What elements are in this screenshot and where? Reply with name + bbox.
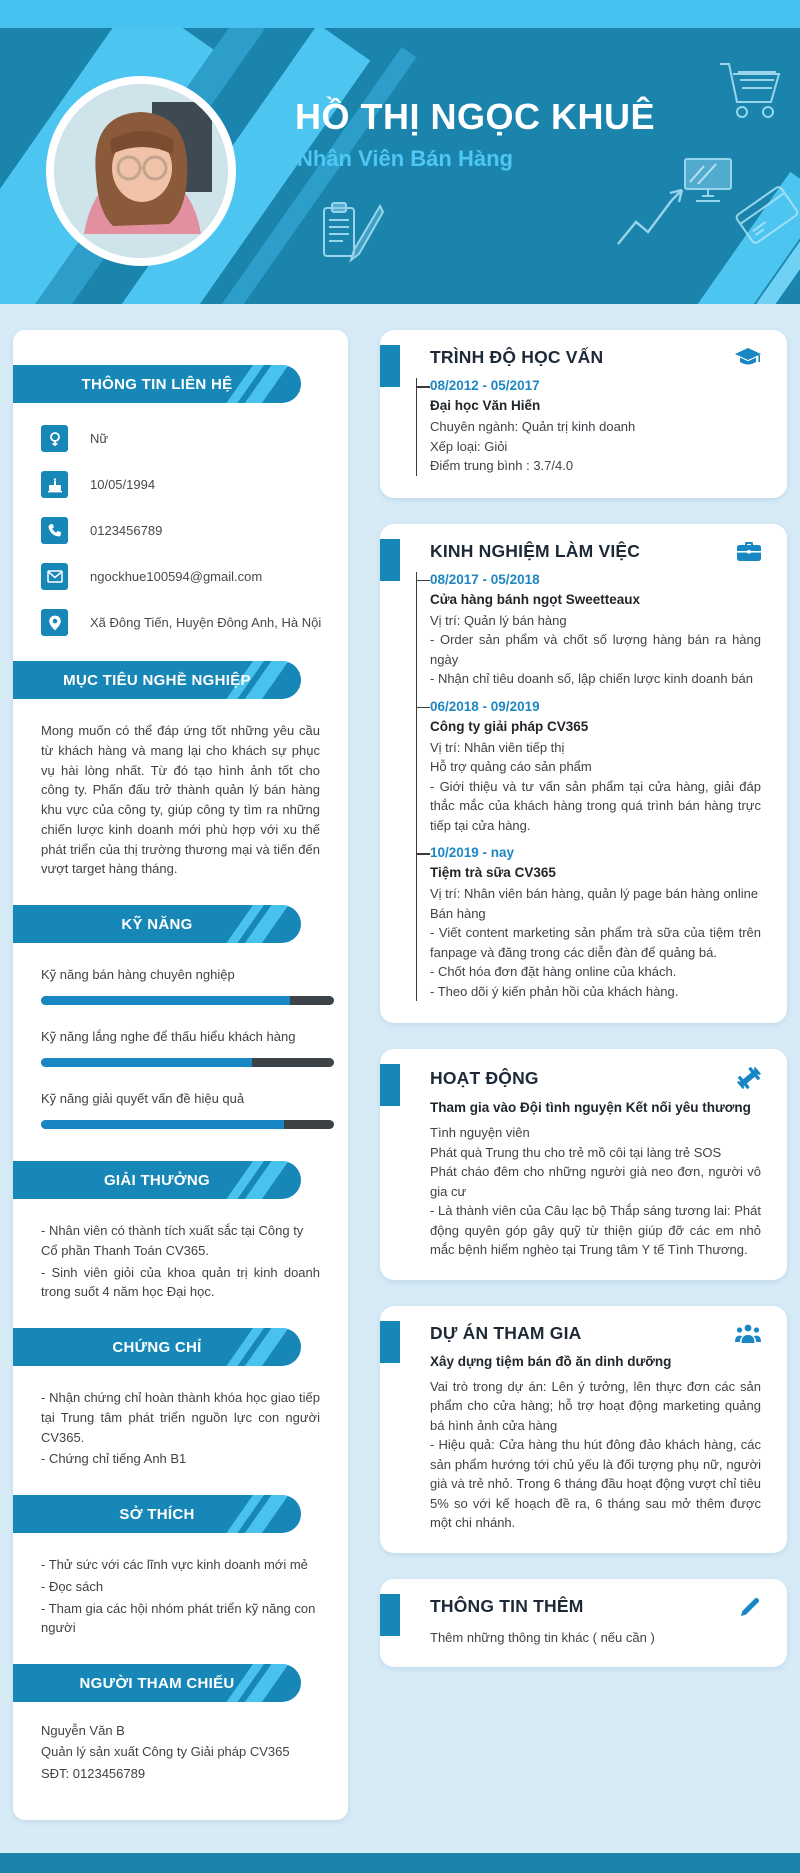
additional-line: Thêm những thông tin khác ( nếu cần ) [430,1629,655,1645]
contact-value: ngockhue100594@gmail.com [90,568,263,584]
activity-heading: Tham gia vào Đội tình nguyện Kết nối yêu thương [430,1100,751,1115]
entry-line: - Order sản phẩm và chốt số lượng hàng bán ra hàng ngày [430,632,761,667]
project-line: - Hiệu quả: Cửa hàng thu hút đông đảo khách hàng, các sản phẩm hướng tới chủ yếu là đối tượng phụ nữ, người già và trẻ nhỏ. Trong 6 tháng đầu hoạt động vượt chỉ tiêu 5% so với kế hoạch đề ra, 6 tháng sau mở thêm được một chi nhánh. [430,1437,761,1530]
experience-entry [430,572,761,689]
entry-line: Vị trí: Nhân viên bán hàng, quản lý page bán hàng online [430,886,759,901]
cart-icon [716,58,784,124]
section-header-certificates [13,1328,301,1366]
contact-row-email [41,563,333,590]
entry-line: - Viết content marketing sản phẩm trà sữa của tiệm trên fanpage và đăng trong các diễn đàn để quảng bá. [430,925,761,960]
skill-bar-fill [41,1058,252,1067]
skill-bar [41,996,334,1005]
entry-line: - Theo dõi ý kiến phản hồi của khách hàng. [430,983,679,999]
candidate-job-title: Nhân Viên Bán Hàng [297,146,513,171]
section-title: NGƯỜI THAM CHIẾU [79,1674,235,1692]
hobby-item: - Đọc sách [41,1578,104,1594]
contact-row-phone [41,517,333,544]
award-item: - Nhân viên có thành tích xuất sắc tại Công ty Cổ phần Thanh Toán CV365. [41,1223,304,1258]
hobby-item: - Thử sức với các lĩnh vực kinh doanh mới mẻ [41,1557,308,1572]
birthday-icon [41,471,68,498]
skill-label: Kỹ năng bán hàng chuyên nghiệp [41,967,235,982]
entry-period: 08/2017 - 05/2018 [430,572,761,587]
header [0,28,800,304]
section-title: THÔNG TIN THÊM [430,1596,584,1616]
entry-line: Vị trí: Quản lý bán hàng [430,612,567,628]
skill-bar [41,1120,334,1129]
phone-icon [41,517,68,544]
section-title: DỰ ÁN THAM GIA [430,1322,582,1343]
section-header-skills [13,905,301,943]
entry-title: Cửa hàng bánh ngọt Sweetteaux [430,591,641,607]
section-title: SỞ THÍCH [119,1505,195,1523]
objective-text: Mong muốn có thể đáp ứng tốt những yêu cầu từ khách hàng và mang lại cho khách sự phục vụ hài lòng nhất. Từ đó tạo hình ảnh tốt cho công ty. Phấn đấu trở thành quản lý bán hàng khu vực của công ty, giúp công ty tìm ra những chiến lược kinh doanh mới phù hợp với xu thế phát triển của thị trường thương mại và tiến đến vượt target hàng tháng. [41,723,320,877]
contact-row-birthday [41,471,333,498]
contact-row-address [41,609,333,636]
entry-title: Đại học Văn Hiến [430,398,541,413]
entry-title: Tiệm trà sữa CV365 [430,865,556,880]
contact-value: Xã Đông Tiến, Huyện Đông Anh, Hà Nội [90,614,322,630]
email-icon [41,563,68,590]
reference-phone: SĐT: 0123456789 [41,1765,146,1781]
chart-arrow-icon [614,188,690,250]
certificate-item: - Nhận chứng chỉ hoàn thành khóa học giao tiếp tại Trung tâm phát triển nguồn lực con người CV365. [41,1390,320,1445]
reference-name: Nguyễn Văn B [41,1723,125,1738]
section-title: KỸ NĂNG [121,915,193,933]
entry-line: - Chốt hóa đơn đặt hàng online của khách. [430,964,677,979]
certificate-item: - Chứng chỉ tiếng Anh B1 [41,1451,187,1467]
skill-bar [41,1058,334,1067]
profile-photo [46,76,236,266]
section-header-references [13,1664,301,1702]
experience-card [380,524,787,1024]
activity-line: Tình nguyện viên [430,1125,530,1140]
skill-bar-fill [41,996,290,1005]
contact-value: 10/05/1994 [90,476,156,492]
clipboard-pen-icon [320,200,390,264]
activity-line: Phát quà Trung thu cho trẻ mồ côi tại làng trẻ SOS [430,1144,722,1160]
entry-title: Công ty giải pháp CV365 [430,718,589,734]
experience-entry [430,845,761,1001]
education-card [380,330,787,498]
skill-label: Kỹ năng giải quyết vấn đề hiệu quả [41,1091,245,1106]
activity-line: - Là thành viên của Câu lạc bộ Thắp sáng tương lai: Phát động quyên góp gây quỹ từ thiện giúp đỡ các em nhỏ mắc bệnh hiểm nghèo tại Trung tâm Y tế Tình Thương. [430,1203,761,1257]
skill-label: Kỹ năng lắng nghe để thấu hiểu khách hàng [41,1029,296,1044]
entry-period: 10/2019 - nay [430,845,761,860]
section-accent-tab [380,1064,400,1106]
section-title: TRÌNH ĐỘ HỌC VẤN [430,347,604,367]
projects-card [380,1306,787,1553]
section-title: KINH NGHIỆM LÀM VIỆC [430,540,641,561]
entry-line: - Nhận chỉ tiêu doanh số, lập chiến lược kinh doanh bán [430,671,753,686]
reference-role: Quản lý sản xuất Công ty Giải pháp CV365 [41,1744,290,1760]
section-accent-tab [380,1594,400,1636]
entry-line: Vị trí: Nhân viên tiếp thị [430,739,565,755]
dumbbell-icon [737,1066,761,1090]
left-panel [13,330,348,1820]
entry-line: Điểm trung bình : 3.7/4.0 [430,458,574,473]
right-panel [380,330,787,1667]
contact-value: 0123456789 [90,522,163,538]
section-title: GIẢI THƯỞNG [103,1171,211,1189]
experience-entry [430,699,761,836]
section-title: HOẠT ĐỘNG [430,1067,539,1088]
activity-line: Phát cháo đêm cho những người già neo đơn, người vô gia cư [430,1164,761,1199]
header-top-strip [0,0,800,28]
entry-line: - Giới thiệu và tư vấn sản phẩm tại cửa hàng, giải đáp thắc mắc của khách hàng trong quá trình bán hàng trực tiếp tại cửa hàng. [430,778,761,833]
section-accent-tab [380,1321,400,1363]
gender-icon [41,425,68,452]
entry-line: Bán hàng [430,905,486,921]
section-title: MỤC TIÊU NGHỀ NGHIỆP [63,671,251,689]
education-entry [430,378,761,476]
skill-bar-fill [41,1120,284,1129]
section-header-awards [13,1161,301,1199]
hobby-item: - Tham gia các hội nhóm phát triển kỹ năng con người [41,1600,316,1636]
entry-line: Xếp loại: Giỏi [430,438,508,454]
team-icon [735,1323,761,1343]
activities-card [380,1049,787,1280]
pencil-icon [739,1596,761,1618]
section-header-hobbies [13,1495,301,1533]
additional-info-card [380,1579,787,1668]
project-line: Vai trò trong dự án: Lên ý tưởng, lên thực đơn các sản phẩm cho cửa hàng; hỗ trợ hoạt động marketing quảng bá hình ảnh cửa hàng [430,1378,761,1433]
entry-line: Chuyên ngành: Quản trị kinh doanh [430,419,636,434]
location-icon [41,609,68,636]
section-title: THÔNG TIN LIÊN HỆ [81,375,233,393]
section-title: CHỨNG CHỈ [112,1338,202,1356]
entry-period: 06/2018 - 09/2019 [430,699,761,714]
contact-row-gender [41,425,333,452]
briefcase-icon [737,541,761,562]
section-accent-tab [380,345,400,387]
section-header-objective [13,661,301,699]
contact-value: Nữ [90,430,109,446]
entry-period: 08/2012 - 05/2017 [430,378,761,393]
candidate-name: HỒ THỊ NGỌC KHUÊ [295,96,656,137]
graduation-cap-icon [735,348,761,368]
footer-bar [0,1853,800,1873]
section-accent-tab [380,539,400,581]
section-header-contact [13,365,301,403]
award-item: - Sinh viên giỏi của khoa quản trị kinh doanh trong suốt 4 năm học Đại học. [41,1264,320,1300]
project-heading: Xây dựng tiệm bán đồ ăn dinh dưỡng [430,1353,672,1369]
entry-line: Hỗ trợ quảng cáo sản phẩm [430,759,592,774]
